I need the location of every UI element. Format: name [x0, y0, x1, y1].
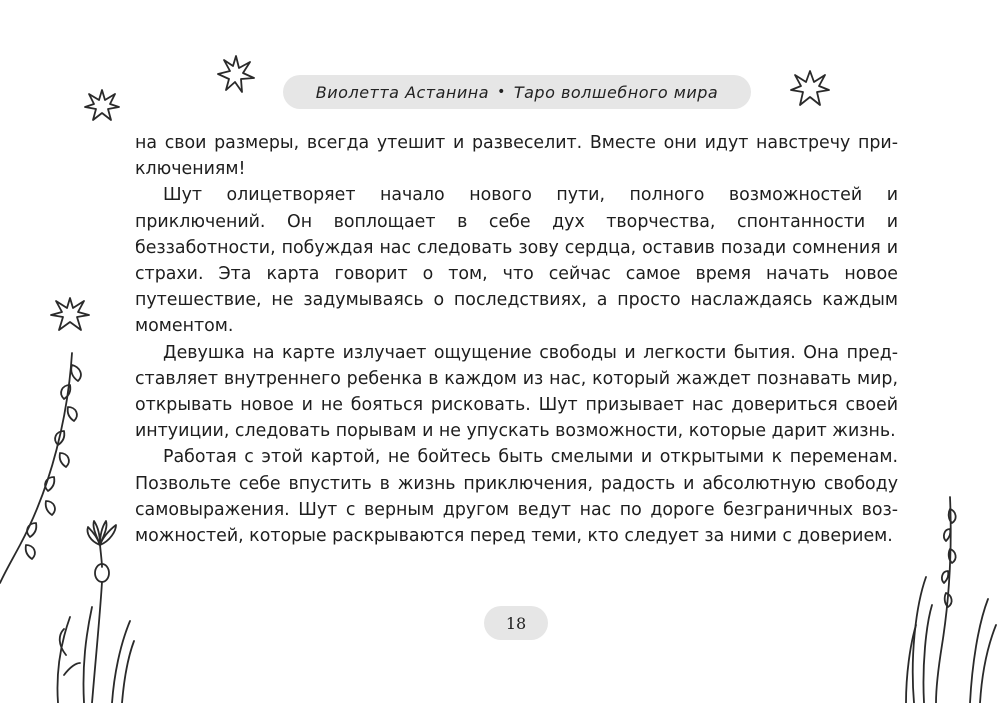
header-separator: • [497, 84, 506, 100]
page-number-text: 18 [505, 613, 527, 633]
star-icon [790, 69, 830, 107]
star-icon [216, 54, 256, 94]
paragraph: Шут олицетворяет начало нового пути, полного возможностей и приключений. Он воплощает в себе дух творчества, спонтанности и беззаботности, побуждая нас следовать зову сердца, оставив позади сомнения и страхи. Эта карта говорит о том, что сейчас самое время начать новое путешествие, не задумываясь о последствиях, а просто наслаждаясь каждым моментом. [135, 185, 898, 337]
author-name: Виолетта Астанина [315, 82, 490, 102]
page-body [135, 130, 898, 549]
plant-right-icon [880, 495, 1000, 703]
star-icon [50, 296, 90, 332]
plant-left-icon [0, 345, 145, 703]
page-number [484, 606, 548, 640]
paragraph: на свои размеры, всегда утешит и развеселит. Вместе они идут навстречу приключениям! [135, 133, 898, 180]
book-title: Таро волшебного мира [513, 82, 719, 102]
running-header [283, 75, 751, 109]
star-icon [84, 88, 120, 122]
paragraph: Работая с этой картой, не бойтесь быть смелыми и открытыми к переменам. Позвольте себе впустить в жизнь приключения, радость и абсолютную свободу самовыражения. Шут с верным другом ведут нас по дороге безграничных возможностей, которые раскрываются перед теми, кто следует за ними с доверием. [135, 447, 898, 547]
paragraph: Девушка на карте излучает ощущение свободы и легкости бытия. Она представляет внутреннего ребенка в каждом из нас, который жаждет познавать мир, открывать новое и не бояться рисковать. Шут призывает нас довериться своей интуиции, следовать порывам и не упускать возможности, которые дарит жизнь. [135, 342, 898, 442]
